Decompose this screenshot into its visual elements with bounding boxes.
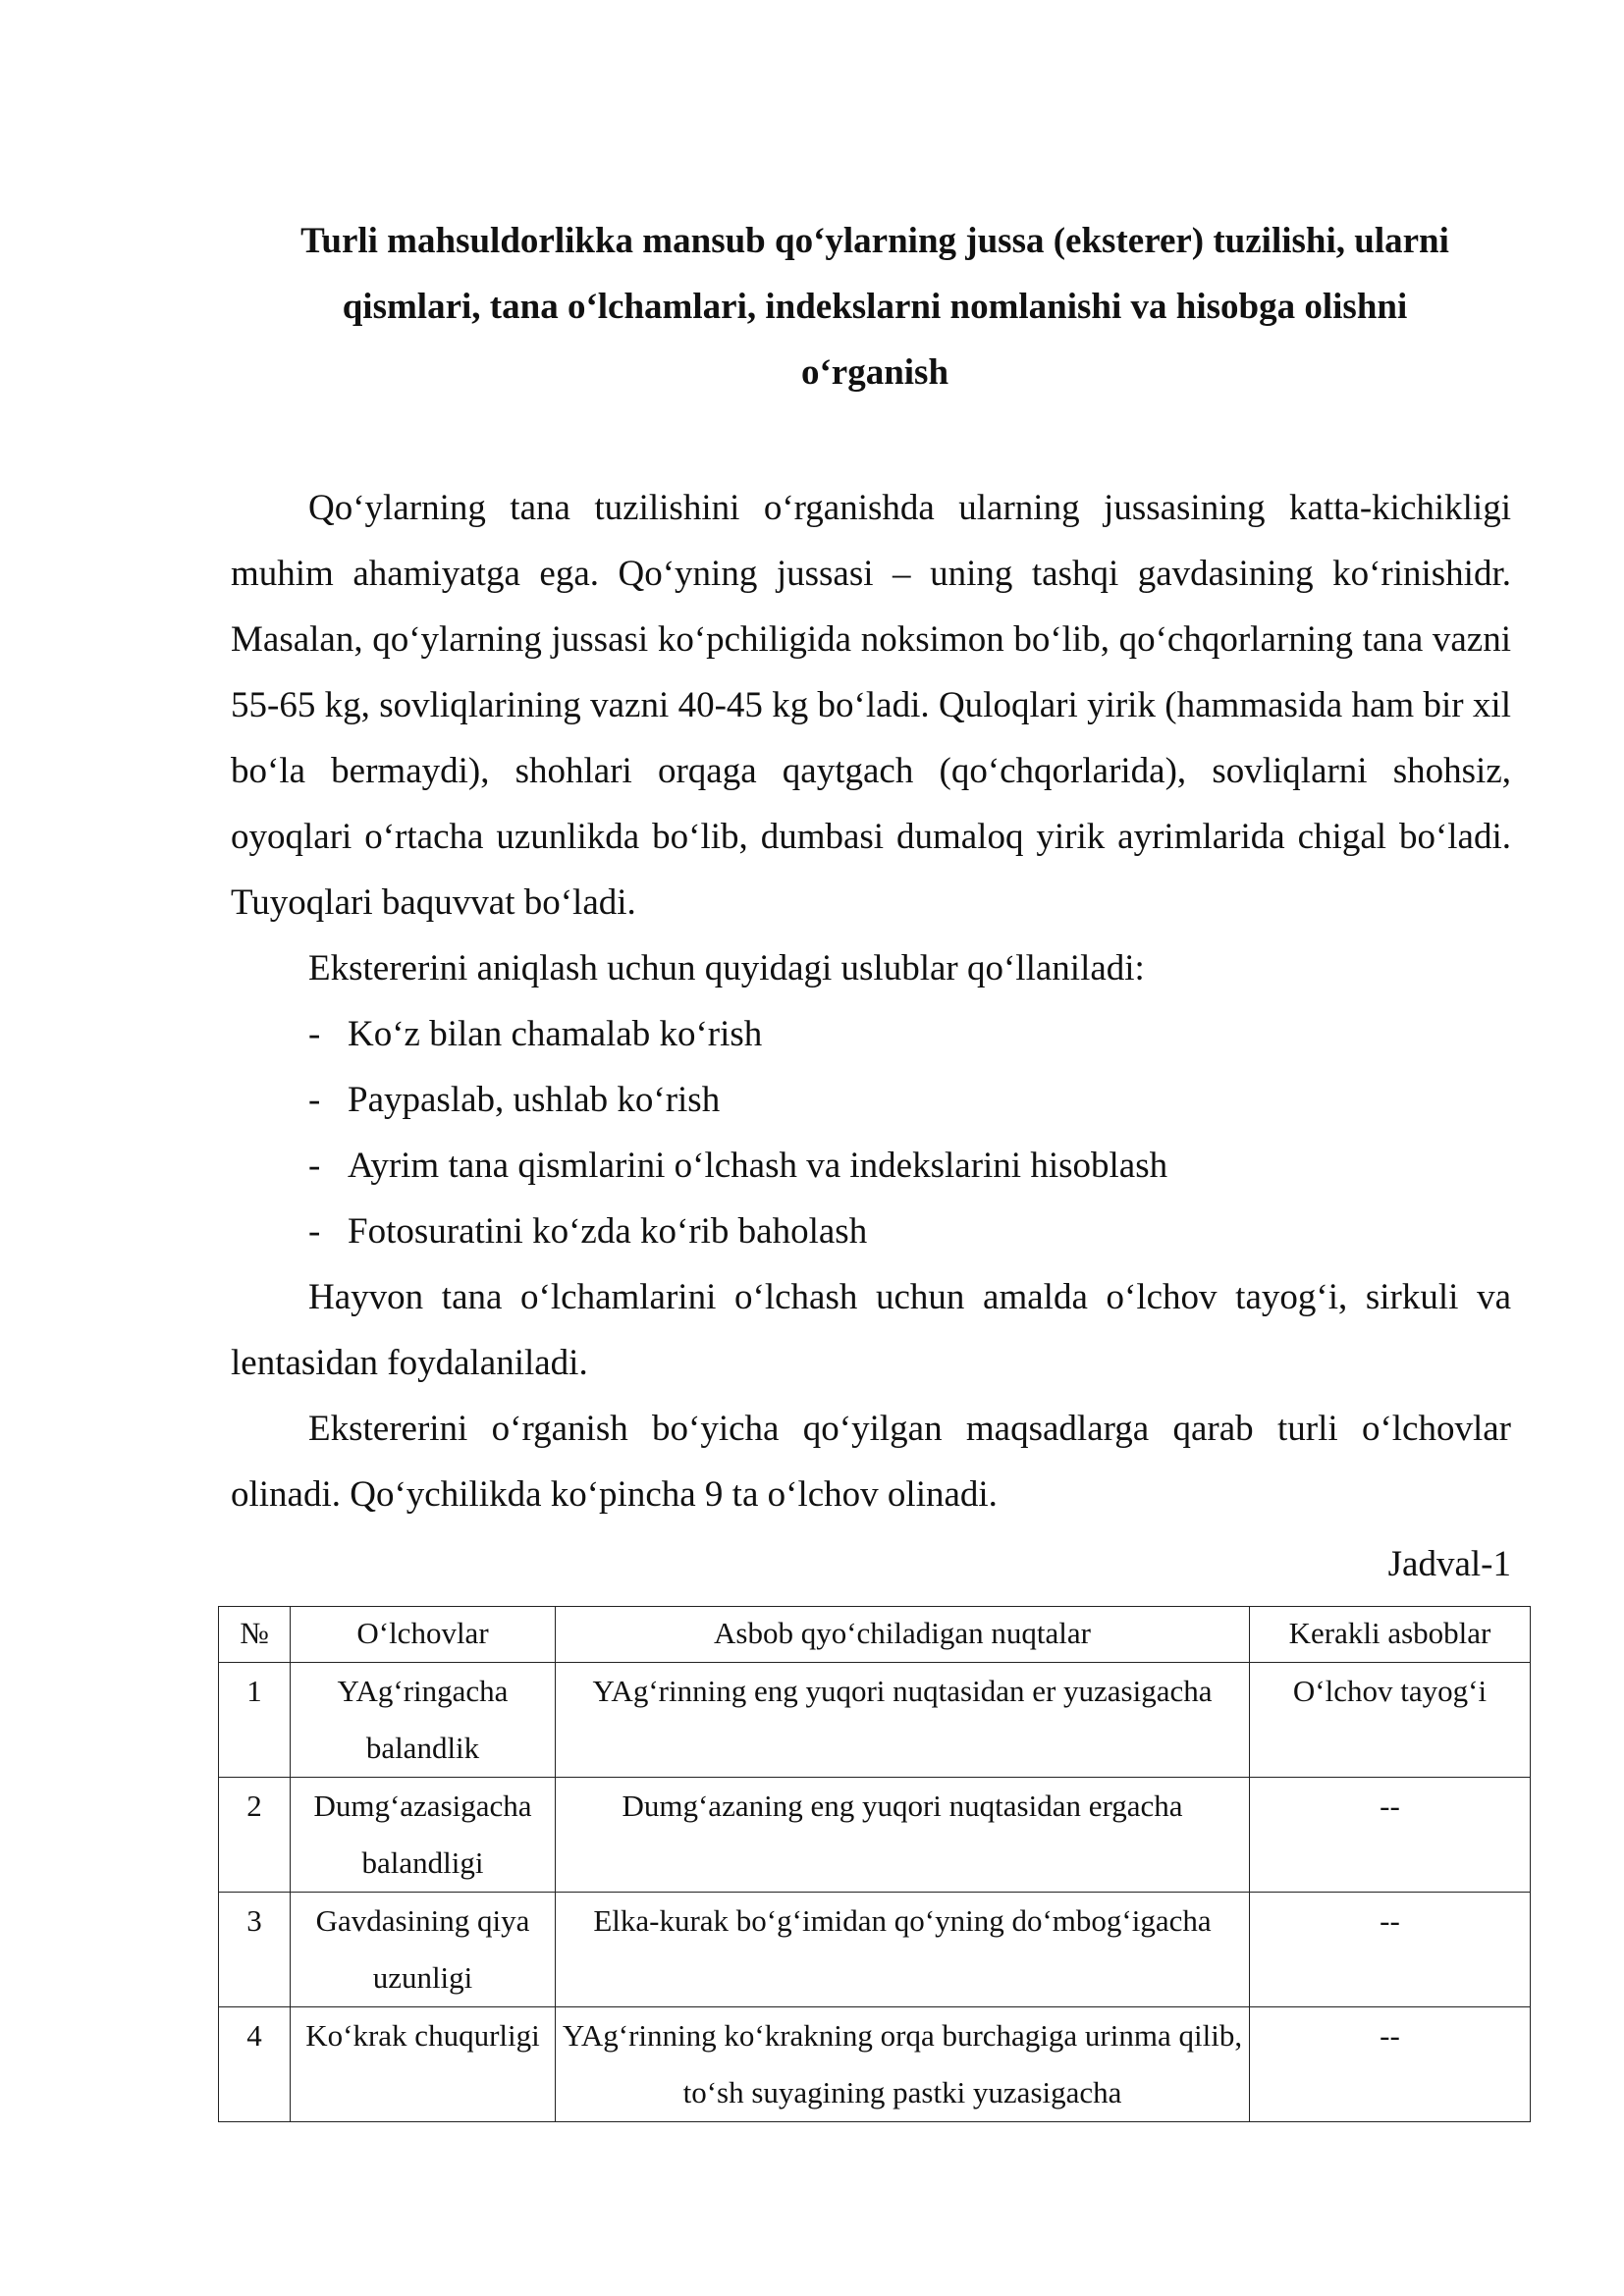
header-points: Asbob qyo‘chiladigan nuqtalar <box>556 1607 1250 1663</box>
list-item <box>231 1067 1511 1133</box>
cell-tools: -- <box>1250 1893 1531 2007</box>
cell-measurement: Ko‘krak chuqurligi <box>291 2007 556 2122</box>
cell-points: Dumg‘azaning eng yuqori nuqtasidan ergacha <box>556 1778 1250 1893</box>
cell-number: 4 <box>219 2007 291 2122</box>
cell-tools: -- <box>1250 1778 1531 1893</box>
cell-number: 1 <box>219 1663 291 1778</box>
table-caption: Jadval-1 <box>1387 1544 1511 1584</box>
cell-points: YAg‘rinning eng yuqori nuqtasidan er yuzasigacha <box>556 1663 1250 1778</box>
cell-tools: -- <box>1250 2007 1531 2122</box>
list-dash: - <box>308 1014 321 1054</box>
table-row <box>219 1778 1531 1893</box>
title-line-1: Turli mahsuldorlikka mansub qo‘ylarning jussa (eksterer) tuzilishi, ularni <box>300 221 1449 261</box>
cell-measurement: Dumg‘azasigacha balandligi <box>291 1778 556 1893</box>
list-item <box>231 1199 1511 1264</box>
table-header-row <box>219 1607 1531 1663</box>
document-title <box>231 208 1519 405</box>
list-dash: - <box>308 1211 321 1252</box>
table-row <box>219 1893 1531 2007</box>
list-item-text: Ayrim tana qismlarini o‘lchash va indekslarini hisoblash <box>348 1146 1168 1186</box>
header-tools: Kerakli asboblar <box>1250 1607 1531 1663</box>
title-line-2: qismlari, tana o‘lchamlari, indekslarni nomlanishi va hisobga olishni <box>342 287 1408 327</box>
cell-tools: O‘lchov tayog‘i <box>1250 1663 1531 1778</box>
cell-points: Elka-kurak bo‘g‘imidan qo‘yning do‘mbog‘igacha <box>556 1893 1250 2007</box>
list-item-text: Ko‘z bilan chamalab ko‘rish <box>348 1014 763 1054</box>
cell-measurement: YAg‘ringacha balandlik <box>291 1663 556 1778</box>
header-measurements: O‘lchovlar <box>291 1607 556 1663</box>
list-dash: - <box>308 1080 321 1120</box>
list-dash: - <box>308 1146 321 1186</box>
header-number: № <box>219 1607 291 1663</box>
cell-number: 2 <box>219 1778 291 1893</box>
list-item <box>231 1001 1511 1067</box>
paragraph-intro: Qo‘ylarning tana tuzilishini o‘rganishda ularning jussasining katta-kichikligi muhim ahamiyatga ega. Qo‘yning jussasi – uning tashqi gavdasining ko‘rinishidr. Masalan, qo‘ylarning jussasi ko‘pchiligida noksimon bo‘lib, qo‘chqorlarning tana vazni 55-65 kg, sovliqlarining vazni 40-45 kg bo‘ladi. Quloqlari yirik (hammasida ham bir xil bo‘la bermaydi), shohlari orqaga qaytgach (qo‘chqorlarida), sovliqlarni shohsiz, oyoqlari o‘rtacha uzunlikda bo‘lib, dumbasi dumaloq yirik ayrimlarida chigal bo‘ladi. Tuyoqlari baquvvat bo‘ladi. <box>231 488 1511 923</box>
list-item-text: Fotosuratini ko‘zda ko‘rib baholash <box>348 1211 868 1252</box>
measurements-table <box>218 1606 1531 2122</box>
paragraph-tools: Hayvon tana o‘lchamlarini o‘lchash uchun amalda o‘lchov tayog‘i, sirkuli va lentasidan foydalaniladi. <box>231 1277 1511 1383</box>
document-body <box>231 475 1511 1527</box>
list-item-text: Paypaslab, ushlab ko‘rish <box>348 1080 721 1120</box>
table-row <box>219 1663 1531 1778</box>
title-line-3: o‘rganish <box>800 352 949 393</box>
paragraph-measurements: Ekstererini o‘rganish bo‘yicha qo‘yilgan maqsadlarga qarab turli o‘lchovlar olinadi. Qo‘ychilikda ko‘pincha 9 ta o‘lchov olinadi. <box>231 1409 1511 1515</box>
cell-points: YAg‘rinning ko‘krakning orqa burchagiga urinma qilib, to‘sh suyagining pastki yuzasigacha <box>556 2007 1250 2122</box>
cell-number: 3 <box>219 1893 291 2007</box>
cell-measurement: Gavdasining qiya uzunligi <box>291 1893 556 2007</box>
paragraph-methods: Ekstererini aniqlash uchun quyidagi uslublar qo‘llaniladi: <box>308 948 1145 988</box>
list-item <box>231 1133 1511 1199</box>
table-row <box>219 2007 1531 2122</box>
